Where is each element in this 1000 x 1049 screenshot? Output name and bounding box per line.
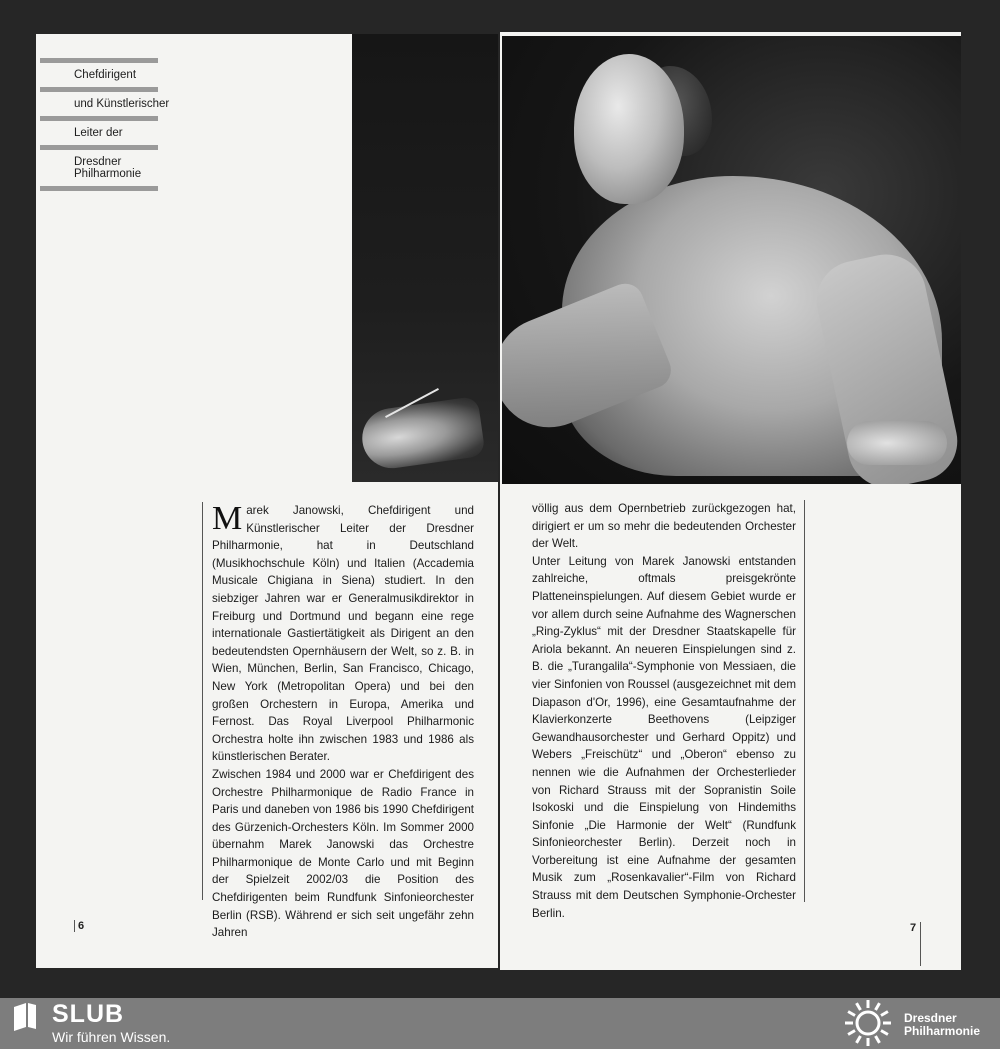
library-tagline: Wir führen Wissen. [52, 1029, 171, 1045]
heading-line-2: und Künstlerischer [74, 98, 170, 111]
page-number: 7 [910, 922, 921, 966]
page-number: 6 [74, 920, 84, 932]
slub-book-icon [12, 1001, 38, 1031]
orchestra-name-line-1: Dresdner [904, 1011, 957, 1025]
heading-bar [40, 186, 158, 191]
paragraph [212, 502, 474, 766]
photo-head [574, 54, 684, 204]
paragraph-text: arek Janowski, Chefdirigent und Künstlerischer Leiter der Dresdner Philharmonie, hat in Deutschland (Musikhochschule Köln) und Italien (Accademia Musicale Chigiana in Siena) studiert. In den siebziger Jahren war er Generalmusikdirektor in Freiburg und Dortmund und begann eine rege internationale Gastiertätigkeit als Dirigent an den bedeutendsten Opernhäusern der Welt, so z. B. in Wien, München, Berlin, San Francisco, Chicago, New York (Metropolitan Opera) und bei den großen Orchestern in Europa, Amerika und Fernost. Das Royal Liverpool Philharmonic Orchestra holte ihn zwischen 1983 und 1986 als künstlerischen Berater. [212, 504, 474, 764]
photo-right-hand [847, 421, 947, 465]
footer-bar [0, 998, 1000, 1049]
conductor-photo-left-part [352, 34, 498, 482]
section-heading [40, 58, 190, 191]
heading-line-1: Chefdirigent [74, 69, 137, 81]
drop-cap: M [212, 500, 243, 537]
left-page [36, 34, 498, 968]
orchestra-name-line-2: Philharmonie [904, 1024, 981, 1038]
paragraph: Zwischen 1984 und 2000 war er Chefdirigent des Orchestre Philharmonique de Radio France in Paris und daneben von 1986 bis 1990 Chefdirigent des Gürzenich-Orchesters Köln. Im Sommer 2000 übernahm Marek Janowski das Orchestre Philharmonique de Monte Carlo und mit Beginn der Spielzeit 2002/03 die Position des Chefdirigenten beim Rundfunk Sinfonieorchester Berlin (RSB). Während er sich seit ungefähr zehn Jahren [212, 767, 474, 940]
paragraph: völlig aus dem Opernbetrieb zurückgezogen hat, dirigiert er um so mehr die bedeutenden Orchester der Welt. [532, 502, 796, 551]
paragraph: Unter Leitung von Marek Janowski entstanden zahlreiche, oftmals preisgekrönte Platteneinspielungen. Auf diesem Gebiet wurde er vor allem durch seine Aufnahme des Wagnerschen „Ring-Zyklus“ mit der Dresdner Staatskapelle für Ariola bekannt. An neueren Einspielungen sind z. B. die „Turangalila“-Symphonie von Messiaen, die vier Sinfonien von Roussel (ausgezeichnet mit dem Diapason d'Or, 1996), eine Gesamtaufnahme der Klavierkonzerte Beethovens (Leipziger Gewandhausorchester und Gerhard Oppitz) und Webers „Freischütz“ und „Oberon“ ebenso zu nennen wie die Aufnahmen der Orchesterlieder von Richard Strauss mit der Sopranistin Soile Isokoski und die Einspielung von Hindemiths Sinfonie „Die Harmonie der Welt“ (Rundfunk Sinfonieorchester Berlin). Derzeit noch in Vorbereitung ist eine Aufnahme der gesamten Musik zum „Rosenkavalier“-Film von Richard Strauss mit dem Deutschen Symphonie-Orchester Berlin. [532, 554, 796, 920]
orchestra-logo-icon [841, 1000, 895, 1046]
conductor-photo [502, 36, 961, 484]
body-column-right [532, 500, 805, 920]
library-name: SLUB [52, 1000, 125, 1028]
body-column-left [202, 500, 474, 940]
heading-line-3: Leiter der [74, 127, 123, 140]
orchestra-name [904, 1012, 980, 1038]
conductor-hand [358, 396, 485, 472]
heading-line-4: Dresdner Philharmonie [74, 156, 142, 181]
right-page [500, 32, 961, 970]
